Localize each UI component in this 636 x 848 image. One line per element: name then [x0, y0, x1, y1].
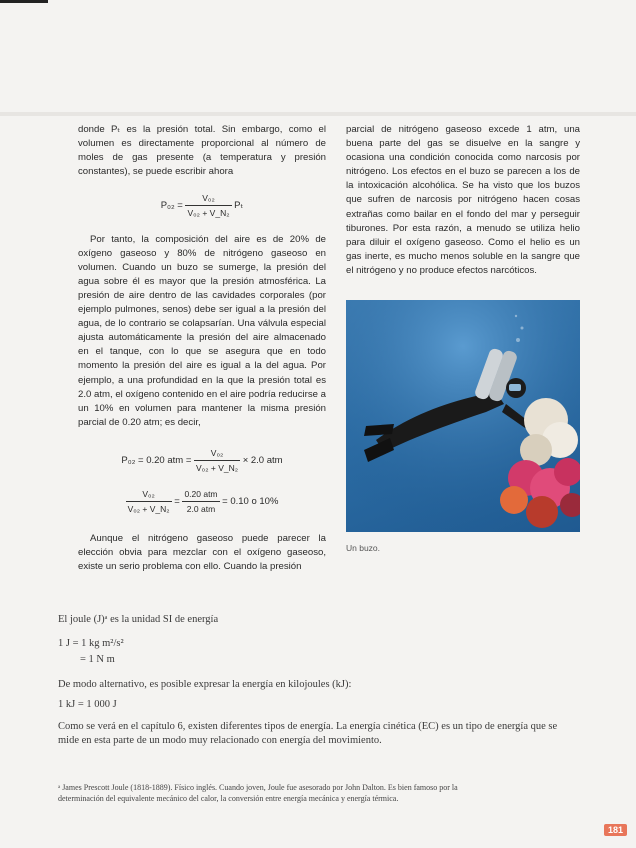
energy-types-sentence: Como se verá en el capítulo 6, existen diferentes tipos de energía. La energía cinética (EC) es un tipo de energía que se mide en esta parte de un modo muy relacionado con energía del movimiento. [58, 721, 558, 746]
bottom-equation-c [58, 698, 578, 712]
eq1-lhs: P₀₂ = [160, 200, 183, 212]
eq2-numerator: V₀₂ [194, 446, 240, 461]
diver-illustration [346, 300, 580, 532]
bleed-through-line [0, 112, 636, 116]
footnote: ᵃ James Prescott Joule (1818-1889). Físico inglés. Cuando joven, Joule fue asesorado por John Dalton. Es bien famoso por la determinación del equivalente mecánico del calor, la conversión entre energía mecánica y energía térmica. [58, 783, 458, 803]
equation-1 [78, 191, 326, 220]
kilojoule-eq: 1 kJ = 1 000 J [58, 699, 117, 710]
eq3-fraction-2 [182, 487, 219, 516]
bottom-line-2 [58, 678, 578, 692]
eq2-tail: × 2.0 atm [242, 454, 283, 466]
eq2-lhs: P₀₂ = 0.20 atm = [121, 454, 192, 466]
eq3-numerator-1: V₀₂ [126, 487, 172, 502]
eq3-equals: = [174, 496, 180, 508]
eq3-tail: = 0.10 o 10% [222, 496, 279, 508]
eq2-fraction [194, 446, 240, 475]
diver-photo [346, 300, 580, 532]
bottom-equation-a [58, 637, 578, 651]
eq2-denominator: V₀₂ + V_N₂ [196, 462, 239, 473]
eq1-denominator: V₀₂ + V_N₂ [187, 208, 230, 219]
page-number: 181 [604, 824, 627, 836]
equation-3 [78, 487, 326, 516]
right-column [346, 123, 580, 278]
left-paragraph-1: donde Pₜ es la presión total. Sin embargo, como el volumen es directamente proporcional al número de moles de gas presente (a temperatura y presión constantes), se puede escribir ahora [78, 124, 326, 178]
joule-eq-a: 1 J = 1 kg m²/s² [58, 638, 124, 649]
joule-eq-b: = 1 N m [80, 654, 115, 665]
left-paragraph-3: Aunque el nitrógeno gaseoso puede parecer la elección obvia para mezclar con el oxígeno gaseoso, existe un serio problema con ello. Cuando la presión [78, 533, 326, 573]
left-paragraph-2: Por tanto, la composición del aire es de 20% de oxígeno gaseoso y 80% de nitrógeno gaseoso en volumen. Cuando un buzo se sumerge, la presión del agua sobre él es mayor que la presión atmosférica. La presión de aire dentro de las cavidades corporales (por ejemplo pulmones, senos) debe ser igual a la presión del agua, de lo contrario se colapsarían. Una válvula especial ajusta automáticamente la presión del aire almacenado en el tanque, con lo que se asegura que en todo momento la presión del aire es igual a la del agua. Por ejemplo, a una profundidad en la que la presión total es 2.0 atm, el oxígeno contenido en el aire podría reducirse a un 10% en volumen para mantener la misma presión parcial de 0.20 atm; es decir, [78, 233, 326, 428]
bottom-line-3 [58, 720, 578, 748]
eq1-fraction [185, 191, 231, 220]
eq3-denominator-2: 2.0 atm [186, 504, 216, 515]
photo-caption: Un buzo. [346, 543, 381, 553]
eq3-denominator-1: V₀₂ + V_N₂ [127, 504, 170, 515]
eq3-fraction-1 [126, 487, 172, 516]
kilojoule-sentence: De modo alternativo, es posible expresar la energía en kilojoules (kJ): [58, 679, 352, 690]
left-column [78, 123, 326, 575]
bottom-equation-b [58, 653, 578, 667]
top-bar [0, 0, 48, 3]
bottom-line-1 [58, 613, 578, 627]
joule-definition: El joule (J)ᵃ es la unidad SI de energía [58, 614, 219, 625]
eq1-tail: Pₜ [234, 200, 244, 212]
eq1-numerator: V₀₂ [185, 191, 231, 206]
eq3-numerator-2: 0.20 atm [182, 487, 219, 502]
right-paragraph-1: parcial de nitrógeno gaseoso excede 1 atm, una buena parte del gas se disuelve en la sangre y ocasiona una condición conocida como narcosis por nitrógeno. Los efectos en el buzo se parecen a los de la intoxicación alcohólica. Se ha visto que los buzos que sufren de narcosis por nitrógeno hacen cosas extrañas como bailar en el fondo del mar y perseguir tiburones. Por esta razón, a menudo se utiliza helio para diluir el oxígeno gaseoso. Como el helio es un gas inerte, es mucho menos soluble en la sangre que el nitrógeno y no produce efectos narcóticos. [346, 124, 580, 276]
equation-2 [78, 446, 326, 475]
